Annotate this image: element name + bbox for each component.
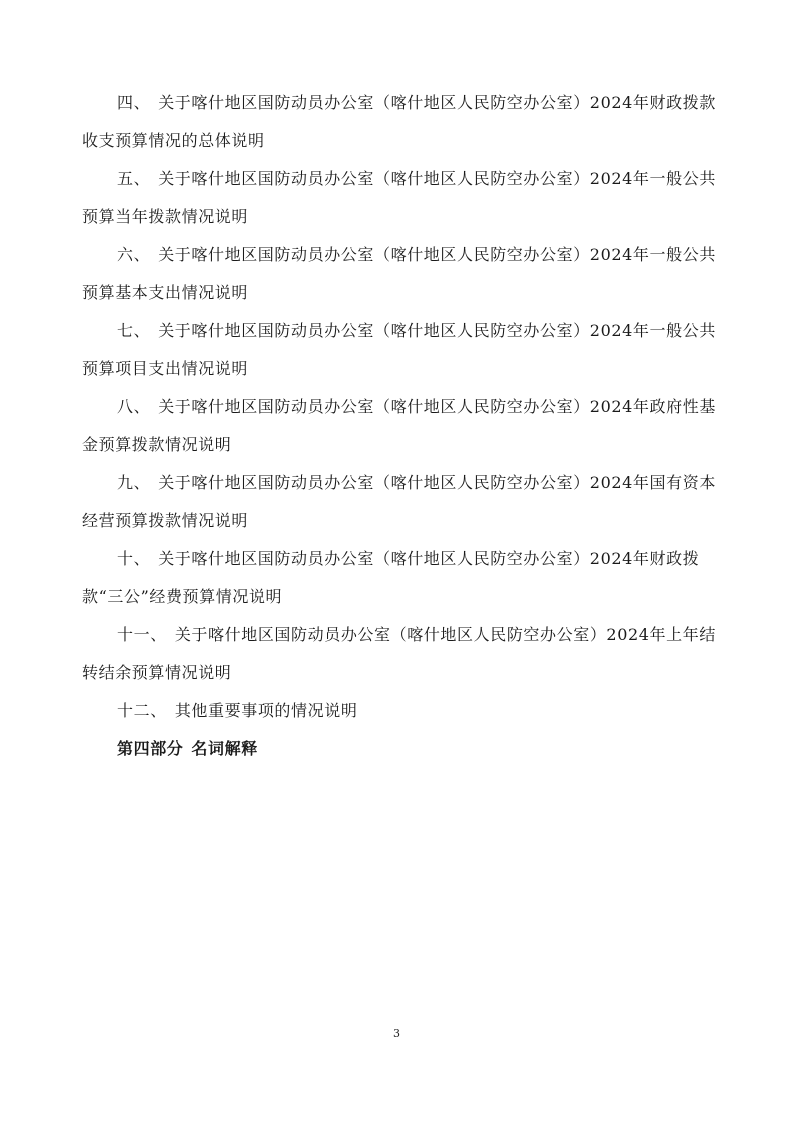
toc-item-text: 关于喀什地区国防动员办公室（喀什地区人民防空办公室）2024年财政拨款收支预算情况的总体说明 xyxy=(82,93,716,150)
toc-item-text: 关于喀什地区国防动员办公室（喀什地区人民防空办公室）2024年上年结转结余预算情况说明 xyxy=(82,625,716,682)
toc-item-number: 十、 xyxy=(117,549,151,568)
toc-item-12 xyxy=(82,692,722,730)
section-title: 名词解释 xyxy=(191,739,258,758)
toc-item-11 xyxy=(82,616,722,692)
toc-item-5 xyxy=(82,160,722,236)
toc-item-number: 十一、 xyxy=(117,625,167,644)
toc-item-7 xyxy=(82,312,722,388)
toc-item-text: 关于喀什地区国防动员办公室（喀什地区人民防空办公室）2024年国有资本经营预算拨款情况说明 xyxy=(82,473,716,530)
toc-item-number: 六、 xyxy=(117,245,151,264)
toc-item-text: 关于喀什地区国防动员办公室（喀什地区人民防空办公室）2024年一般公共预算基本支出情况说明 xyxy=(82,245,716,302)
toc-item-4 xyxy=(82,84,722,160)
toc-item-text: 关于喀什地区国防动员办公室（喀什地区人民防空办公室）2024年一般公共预算项目支出情况说明 xyxy=(82,321,716,378)
toc-item-text: 关于喀什地区国防动员办公室（喀什地区人民防空办公室）2024年财政拨款“三公”经费预算情况说明 xyxy=(82,549,700,606)
toc-item-number: 四、 xyxy=(117,93,151,112)
toc-item-number: 五、 xyxy=(117,169,151,188)
toc-item-text: 关于喀什地区国防动员办公室（喀什地区人民防空办公室）2024年政府性基金预算拨款情况说明 xyxy=(82,397,716,454)
toc-item-text: 其他重要事项的情况说明 xyxy=(174,701,358,720)
toc-item-8 xyxy=(82,388,722,464)
toc-item-9 xyxy=(82,464,722,540)
page-number: 3 xyxy=(393,1027,400,1040)
toc-item-number: 九、 xyxy=(117,473,151,492)
toc-item-number: 十二、 xyxy=(117,701,167,720)
toc-item-6 xyxy=(82,236,722,312)
section-part-label: 第四部分 xyxy=(117,739,184,758)
toc-content xyxy=(82,84,722,768)
toc-item-number: 八、 xyxy=(117,397,151,416)
toc-item-number: 七、 xyxy=(117,321,151,340)
section-heading xyxy=(82,730,722,768)
toc-item-10 xyxy=(82,540,722,616)
toc-item-text: 关于喀什地区国防动员办公室（喀什地区人民防空办公室）2024年一般公共预算当年拨款情况说明 xyxy=(82,169,716,226)
